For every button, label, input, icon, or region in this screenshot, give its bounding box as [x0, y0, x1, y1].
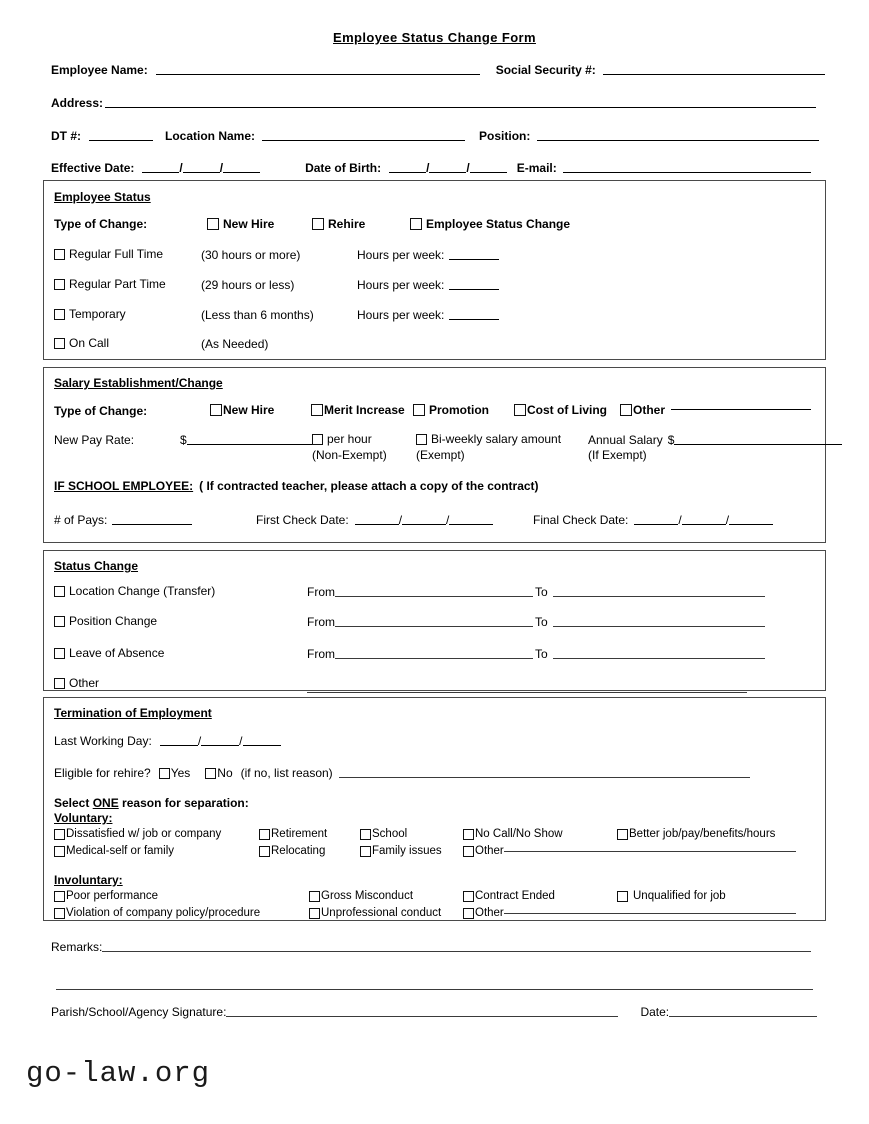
dob-month-input[interactable]	[389, 172, 426, 173]
checkbox-regular-part-time[interactable]	[54, 277, 166, 291]
select-one-prefix: Select	[54, 796, 93, 810]
checkbox-biweekly-salary-label: Bi-weekly salary amount	[431, 432, 562, 446]
checkbox-icon[interactable]	[360, 846, 371, 857]
checkbox-leave-of-absence[interactable]	[54, 646, 164, 660]
position-change-to	[535, 615, 765, 629]
annual-salary-dollar: $	[667, 433, 675, 447]
checkbox-medical-self-family[interactable]	[54, 845, 174, 858]
checkbox-family-issues[interactable]	[360, 845, 442, 858]
checkbox-school[interactable]	[360, 828, 407, 841]
dob-year-input[interactable]	[470, 172, 507, 173]
checkbox-icon[interactable]	[413, 404, 425, 416]
checkbox-icon[interactable]	[54, 338, 65, 349]
position-input[interactable]	[537, 140, 819, 141]
hours-per-week-label: Hours per week:	[357, 278, 445, 292]
checkbox-salary-other-label: Other	[633, 403, 666, 417]
employee-status-title: Employee Status	[54, 190, 151, 204]
checkbox-icon[interactable]	[54, 829, 65, 840]
dt-location-position-row	[51, 129, 819, 143]
dob-day-input[interactable]	[429, 172, 466, 173]
address-input[interactable]	[105, 107, 816, 108]
position-change-from	[307, 615, 533, 629]
select-one-suffix: reason for separation:	[118, 796, 249, 810]
first-check-day-input[interactable]	[402, 524, 446, 525]
checkbox-policy-violation-label: Violation of company policy/procedure	[66, 907, 261, 919]
checkbox-icon[interactable]	[54, 891, 65, 902]
school-employee-label: IF SCHOOL EMPLOYEE:	[54, 479, 194, 493]
checkbox-unqualified-for-job-label: Unqualified for job	[633, 890, 726, 902]
employee-status-type-row	[54, 217, 147, 231]
checkbox-regular-part-time-label: Regular Part Time	[69, 277, 166, 291]
from-label: From	[307, 647, 335, 661]
school-employee-row	[54, 479, 539, 493]
position-change-to-input[interactable]	[553, 626, 765, 627]
effective-date-slash-2: /	[219, 161, 224, 175]
location-change-to-input[interactable]	[553, 596, 765, 597]
select-one-reason-heading	[54, 794, 249, 812]
checkbox-policy-violation[interactable]	[54, 907, 260, 920]
signature-label: Parish/School/Agency Signature:	[51, 1005, 227, 1019]
checkbox-retirement[interactable]	[259, 828, 327, 841]
checkbox-icon[interactable]	[54, 586, 65, 597]
dates-email-row	[51, 161, 811, 175]
checkbox-icon[interactable]	[416, 434, 427, 445]
regular-part-time-note: (29 hours or less)	[201, 278, 295, 292]
final-check-date-row	[533, 513, 773, 527]
voluntary-heading: Voluntary:	[54, 811, 113, 825]
lwd-slash-1: /	[197, 734, 202, 748]
checkbox-promotion-label: Promotion	[429, 403, 489, 417]
checkbox-icon[interactable]	[617, 891, 628, 902]
checkbox-unqualified-for-job[interactable]	[617, 890, 726, 903]
effective-date-year-input[interactable]	[223, 172, 260, 173]
dt-number-input[interactable]	[89, 140, 153, 141]
hours-per-week-input[interactable]	[449, 289, 499, 290]
address-row	[51, 96, 816, 110]
type-of-change-label: Type of Change:	[54, 217, 148, 231]
checkbox-icon[interactable]	[54, 648, 65, 659]
biweekly-sublabel: (Exempt)	[416, 448, 465, 462]
on-call-note: (As Needed)	[201, 337, 269, 351]
location-name-label: Location Name:	[165, 129, 256, 143]
checkbox-involuntary-other[interactable]	[463, 907, 796, 920]
checkbox-icon[interactable]	[210, 404, 222, 416]
remarks-row	[51, 940, 811, 954]
last-working-day-row	[54, 734, 281, 748]
email-input[interactable]	[563, 172, 811, 173]
checkbox-temporary-label: Temporary	[69, 307, 126, 321]
checkbox-gross-misconduct[interactable]	[309, 890, 413, 903]
checkbox-unprofessional-conduct[interactable]	[309, 907, 441, 920]
annual-salary-row	[588, 433, 842, 447]
final-check-slash-2: /	[725, 513, 730, 527]
checkbox-voluntary-other-label: Other	[475, 845, 504, 857]
employee-name-label: Employee Name:	[51, 63, 148, 77]
checkbox-rehire[interactable]	[312, 217, 365, 231]
hours-per-week-label: Hours per week:	[357, 308, 445, 322]
hours-per-week-label: Hours per week:	[357, 248, 445, 262]
checkbox-location-change[interactable]	[54, 584, 215, 598]
effective-date-month-input[interactable]	[142, 172, 179, 173]
new-pay-rate-row	[54, 433, 312, 447]
checkbox-icon[interactable]	[360, 829, 371, 840]
leave-of-absence-to-input[interactable]	[553, 658, 765, 659]
checkbox-icon[interactable]	[54, 279, 65, 290]
select-one-emphasis: ONE	[92, 796, 119, 810]
checkbox-medical-self-family-label: Medical-self or family	[66, 845, 174, 857]
checkbox-retirement-label: Retirement	[271, 828, 328, 840]
checkbox-location-change-label: Location Change (Transfer)	[69, 584, 216, 598]
first-check-year-input[interactable]	[449, 524, 493, 525]
regular-full-time-hours	[357, 248, 499, 262]
remarks-input-line-1[interactable]	[102, 951, 811, 952]
checkbox-contract-ended[interactable]	[463, 890, 555, 903]
last-working-day-year-input[interactable]	[243, 745, 281, 746]
location-change-from	[307, 585, 533, 599]
checkbox-regular-full-time-label: Regular Full Time	[69, 247, 164, 261]
checkbox-biweekly-salary[interactable]	[416, 432, 561, 446]
new-pay-rate-dollar: $	[180, 433, 187, 447]
checkbox-school-label: School	[372, 828, 408, 840]
checkbox-cost-of-living[interactable]	[514, 403, 607, 417]
first-check-date-row	[256, 513, 493, 527]
location-change-from-input[interactable]	[335, 596, 533, 597]
leave-of-absence-from-input[interactable]	[335, 658, 533, 659]
checkbox-position-change-label: Position Change	[69, 614, 158, 628]
first-check-slash-2: /	[446, 513, 450, 527]
checkbox-no-call-no-show-label: No Call/No Show	[475, 828, 563, 840]
annual-salary-label: Annual Salary	[588, 433, 663, 447]
checkbox-new-hire-label: New Hire	[223, 217, 275, 231]
regular-part-time-hours	[357, 278, 499, 292]
checkbox-cost-of-living-label: Cost of Living	[527, 403, 607, 417]
checkbox-poor-performance[interactable]	[54, 890, 158, 903]
checkbox-icon[interactable]	[207, 218, 219, 230]
checkbox-icon[interactable]	[54, 249, 65, 260]
signature-date-label: Date:	[640, 1005, 670, 1019]
first-check-slash-1: /	[398, 513, 403, 527]
eligible-for-rehire-row	[54, 766, 750, 780]
checkbox-icon[interactable]	[514, 404, 526, 416]
signature-row	[51, 1005, 817, 1019]
new-pay-rate-input[interactable]	[187, 444, 312, 445]
dob-slash-1: /	[426, 161, 430, 175]
checkbox-contract-ended-label: Contract Ended	[475, 890, 555, 902]
involuntary-other-input[interactable]	[504, 913, 796, 914]
num-pays-row	[54, 513, 192, 527]
position-change-from-input[interactable]	[335, 626, 533, 627]
checkbox-icon[interactable]	[54, 309, 65, 320]
checkbox-icon[interactable]	[54, 846, 65, 857]
checkbox-rehire-no[interactable]	[205, 766, 232, 780]
salary-section	[43, 367, 826, 543]
checkbox-icon[interactable]	[205, 768, 216, 779]
first-check-date-label: First Check Date:	[256, 513, 349, 527]
from-label: From	[307, 615, 335, 629]
eligible-for-rehire-label: Eligible for rehire?	[54, 766, 151, 780]
employee-name-row	[51, 63, 825, 77]
checkbox-status-other-label: Other	[69, 676, 100, 690]
last-working-day-label: Last Working Day:	[54, 734, 152, 748]
school-employee-note: ( If contracted teacher, please attach a copy of the contract)	[199, 479, 539, 493]
checkbox-unprofessional-conduct-label: Unprofessional conduct	[321, 907, 442, 919]
address-label: Address:	[51, 96, 104, 110]
checkbox-icon[interactable]	[259, 846, 270, 857]
checkbox-icon[interactable]	[311, 404, 323, 416]
annual-salary-input[interactable]	[674, 444, 842, 445]
to-label: To	[535, 647, 548, 661]
final-check-slash-1: /	[678, 513, 682, 527]
checkbox-rehire-yes[interactable]	[159, 766, 191, 780]
per-hour-sublabel: (Non-Exempt)	[312, 448, 387, 462]
checkbox-icon[interactable]	[617, 829, 628, 840]
leave-of-absence-to	[535, 647, 765, 661]
page-title	[0, 30, 869, 45]
checkbox-merit-increase[interactable]	[311, 403, 405, 417]
checkbox-status-other[interactable]	[54, 676, 99, 690]
last-working-day-day-input[interactable]	[201, 745, 239, 746]
last-working-day-month-input[interactable]	[160, 745, 198, 746]
voluntary-other-input[interactable]	[504, 851, 796, 852]
checkbox-temporary[interactable]	[54, 307, 126, 321]
num-pays-label: # of Pays:	[54, 513, 108, 527]
checkbox-on-call[interactable]	[54, 336, 109, 350]
final-check-month-input[interactable]	[634, 524, 678, 525]
checkbox-icon[interactable]	[410, 218, 422, 230]
checkbox-icon[interactable]	[309, 908, 320, 919]
from-label: From	[307, 585, 335, 599]
first-check-month-input[interactable]	[355, 524, 399, 525]
status-change-section	[43, 550, 826, 691]
annual-salary-sublabel: (If Exempt)	[588, 448, 647, 462]
status-change-title: Status Change	[54, 559, 139, 573]
checkbox-on-call-label: On Call	[69, 336, 110, 350]
new-pay-rate-label: New Pay Rate:	[54, 433, 135, 447]
checkbox-icon[interactable]	[463, 908, 474, 919]
to-label: To	[535, 585, 548, 599]
checkbox-salary-new-hire-label: New Hire	[223, 403, 275, 417]
termination-section	[43, 697, 826, 921]
checkbox-no-call-no-show[interactable]	[463, 828, 563, 841]
rehire-reason-input[interactable]	[339, 777, 750, 778]
final-check-day-input[interactable]	[682, 524, 726, 525]
checkbox-rehire-yes-label: Yes	[170, 766, 191, 780]
temporary-hours	[357, 308, 499, 322]
remarks-line-2	[56, 974, 813, 992]
checkbox-icon[interactable]	[259, 829, 270, 840]
checkbox-icon[interactable]	[463, 846, 474, 857]
checkbox-rehire-label: Rehire	[328, 217, 366, 231]
checkbox-merit-increase-label: Merit Increase	[324, 403, 405, 417]
checkbox-per-hour[interactable]	[312, 432, 372, 446]
ssn-input[interactable]	[603, 74, 825, 75]
checkbox-icon[interactable]	[620, 404, 632, 416]
remarks-label: Remarks:	[51, 940, 103, 954]
checkbox-position-change[interactable]	[54, 614, 157, 628]
checkbox-icon[interactable]	[54, 908, 65, 919]
leave-of-absence-from	[307, 647, 533, 661]
location-name-input[interactable]	[262, 140, 465, 141]
watermark: go-law.org	[26, 1057, 211, 1090]
final-check-date-label: Final Check Date:	[533, 513, 629, 527]
if-no-list-reason-label: (if no, list reason)	[240, 766, 333, 780]
status-other-row	[307, 677, 747, 695]
hours-per-week-input[interactable]	[449, 319, 499, 320]
checkbox-per-hour-label: per hour	[327, 432, 372, 446]
signature-input[interactable]	[226, 1016, 618, 1017]
signature-date-input[interactable]	[669, 1016, 817, 1017]
dt-number-label: DT #:	[51, 129, 81, 143]
checkbox-voluntary-other[interactable]	[463, 845, 796, 858]
hours-per-week-input[interactable]	[449, 259, 499, 260]
checkbox-regular-full-time[interactable]	[54, 247, 163, 261]
date-of-birth-label: Date of Birth:	[305, 161, 382, 175]
checkbox-poor-performance-label: Poor performance	[66, 890, 159, 902]
checkbox-icon[interactable]	[463, 891, 474, 902]
checkbox-leave-of-absence-label: Leave of Absence	[69, 646, 165, 660]
checkbox-dissatisfied-label: Dissatisfied w/ job or company	[66, 828, 222, 840]
checkbox-relocating[interactable]	[259, 845, 325, 858]
checkbox-involuntary-other-label: Other	[475, 907, 504, 919]
checkbox-salary-new-hire[interactable]	[210, 403, 274, 417]
lwd-slash-2: /	[239, 734, 243, 748]
employee-status-section	[43, 180, 826, 360]
regular-full-time-note: (30 hours or more)	[201, 248, 301, 262]
remarks-input-line-2[interactable]	[56, 989, 813, 990]
checkbox-promotion[interactable]	[413, 403, 489, 417]
checkbox-family-issues-label: Family issues	[372, 845, 442, 857]
checkbox-icon[interactable]	[312, 434, 323, 445]
checkbox-relocating-label: Relocating	[271, 845, 326, 857]
effective-date-label: Effective Date:	[51, 161, 135, 175]
checkbox-icon[interactable]	[54, 678, 65, 689]
status-other-input[interactable]	[307, 692, 747, 693]
checkbox-better-job[interactable]	[617, 828, 775, 841]
location-change-to	[535, 585, 765, 599]
checkbox-icon[interactable]	[309, 891, 320, 902]
page-title-text: Employee Status Change Form	[333, 30, 536, 45]
salary-type-of-change-label: Type of Change:	[54, 404, 148, 418]
ssn-label: Social Security #:	[495, 63, 596, 77]
checkbox-icon[interactable]	[54, 616, 65, 627]
checkbox-icon[interactable]	[159, 768, 170, 779]
effective-date-day-input[interactable]	[183, 172, 220, 173]
employee-name-input[interactable]	[156, 74, 480, 75]
checkbox-dissatisfied[interactable]	[54, 828, 221, 841]
position-label: Position:	[479, 129, 531, 143]
checkbox-better-job-label: Better job/pay/benefits/hours	[629, 828, 776, 840]
checkbox-icon[interactable]	[463, 829, 474, 840]
final-check-year-input[interactable]	[729, 524, 773, 525]
dob-slash-2: /	[466, 161, 470, 175]
salary-other-input[interactable]	[671, 409, 811, 410]
termination-title: Termination of Employment	[54, 706, 212, 720]
checkbox-employee-status-change[interactable]	[410, 217, 570, 231]
to-label: To	[535, 615, 548, 629]
involuntary-heading: Involuntary:	[54, 873, 123, 887]
checkbox-new-hire[interactable]	[207, 217, 274, 231]
email-label: E-mail:	[516, 161, 557, 175]
checkbox-rehire-no-label: No	[217, 766, 233, 780]
temporary-note: (Less than 6 months)	[201, 308, 314, 322]
checkbox-salary-other[interactable]	[620, 403, 811, 417]
checkbox-employee-status-change-label: Employee Status Change	[426, 217, 571, 231]
num-pays-input[interactable]	[112, 524, 192, 525]
checkbox-gross-misconduct-label: Gross Misconduct	[321, 890, 414, 902]
checkbox-icon[interactable]	[312, 218, 324, 230]
effective-date-slash-1: /	[179, 161, 183, 175]
salary-title: Salary Establishment/Change	[54, 376, 223, 390]
